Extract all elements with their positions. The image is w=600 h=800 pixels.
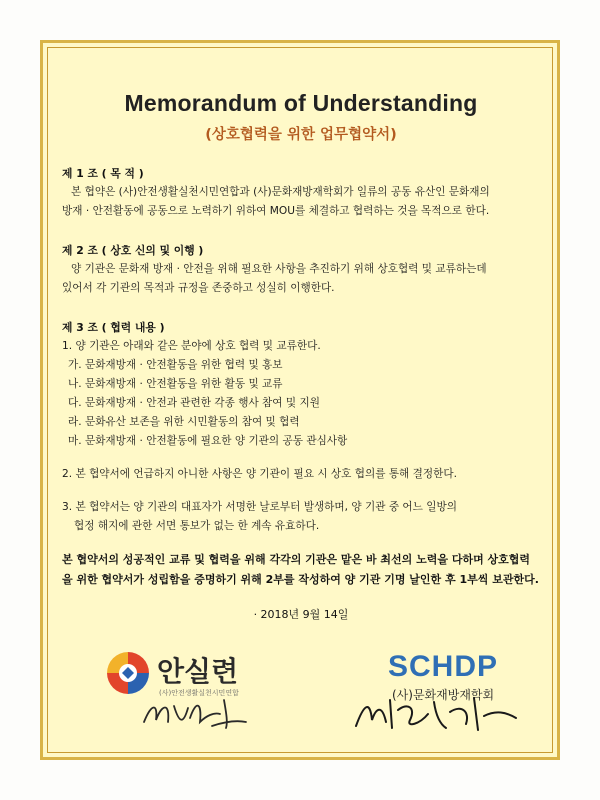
article-3-item-1: 1. 양 기관은 아래와 같은 분야에 상호 협력 및 교류한다.	[62, 340, 321, 352]
article-3	[62, 318, 540, 536]
list-item: 나. 문화재방재 · 안전활동을 위한 활동 및 교류	[68, 378, 283, 390]
left-signature-icon	[140, 692, 250, 732]
right-signature-icon	[350, 690, 520, 735]
list-item: 가. 문화재방재 · 안전활동을 위한 협력 및 홍보	[68, 359, 283, 371]
article-1	[62, 164, 540, 221]
document-title: Memorandum of Understanding	[124, 90, 478, 116]
article-2	[62, 241, 540, 298]
article-3-heading: 제 3 조 ( 협력 내용 )	[62, 321, 165, 334]
article-1-line-2: 방재 · 안전활동에 공동으로 노력하기 위하여 MOU를 체결하고 협력하는 것을 목적으로 한다.	[62, 205, 490, 217]
article-2-heading: 제 2 조 ( 상호 신의 및 이행 )	[62, 244, 204, 257]
article-1-line-1: 본 협약은 (사)안전생활실천시민연합과 (사)문화재방재학회가 일류의 공동 유산인 문화재의	[71, 186, 490, 198]
article-3-subitems	[62, 356, 540, 451]
document-content	[62, 90, 540, 622]
article-2-line-2: 있어서 각 기관의 목적과 규정을 존중하고 성실히 이행한다.	[62, 282, 335, 294]
article-2-line-1: 양 기관은 문화재 방재 · 안전을 위해 필요한 사항을 추진하기 위해 상호협력 및 교류하는데	[71, 263, 487, 275]
list-item: 마. 문화재방재 · 안전활동에 필요한 양 기관의 공동 관심사항	[68, 435, 348, 447]
article-3-item-2: 2. 본 협약서에 언급하지 아니한 사항은 양 기관이 필요 시 상호 협의를 통해 결정한다.	[62, 468, 457, 480]
signing-date: · 2018년 9월 14일	[253, 608, 349, 621]
conclusion-paragraph: 본 협약서의 성공적인 교류 및 협력을 위해 각각의 기관은 맡은 바 최선의 노력을 다하며 상호협력을 위한 협약서가 성립함을 증명하기 위해 2부를 작성하여 양 기관 기명 날인한 후 1부씩 보관한다.	[62, 553, 539, 586]
anshilryeon-emblem-icon	[105, 650, 151, 696]
article-1-heading: 제 1 조 ( 목 적 )	[62, 167, 144, 180]
article-3-item-3-line-1: 3. 본 협약서는 양 기관의 대표자가 서명한 날로부터 발생하며, 양 기관 중 어느 일방의	[62, 501, 457, 513]
right-org-name: SCHDP	[388, 650, 499, 683]
left-org-subname: (사)안전생활실천시민연합	[159, 689, 239, 697]
document-subtitle: (상호협력을 위한 업무협약서)	[205, 127, 397, 143]
left-org-name: 안실련	[157, 655, 239, 688]
list-item: 라. 문화유산 보존을 위한 시민활동의 참여 및 협력	[68, 416, 300, 428]
article-3-item-3-line-2: 협정 해지에 관한 서면 통보가 없는 한 계속 유효하다.	[74, 520, 320, 532]
right-org-subname: (사)문화재방재학회	[392, 688, 495, 702]
list-item: 다. 문화재방재 · 안전과 관련한 각종 행사 참여 및 지원	[68, 397, 320, 409]
